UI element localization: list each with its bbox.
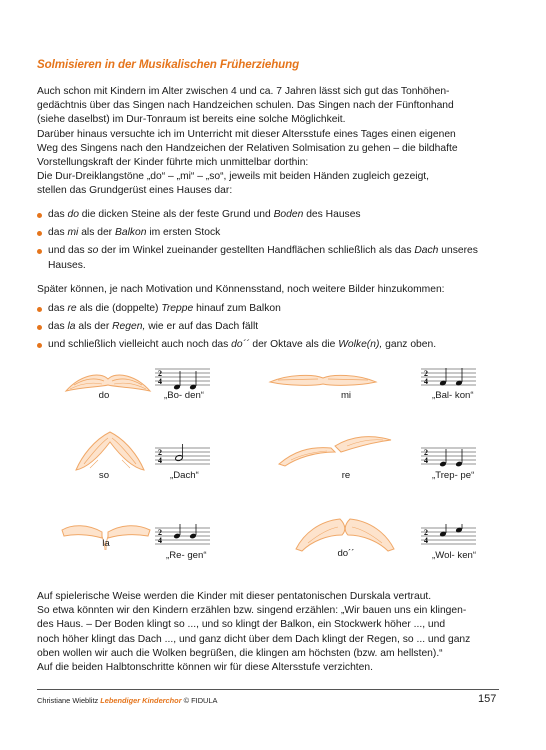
staff-do-octave bbox=[421, 524, 476, 552]
word-regen: „Re- gen“ bbox=[166, 550, 207, 561]
svg-text:4: 4 bbox=[424, 536, 428, 545]
footer-author: Christiane Wieblitz bbox=[37, 696, 99, 705]
staff-so bbox=[155, 444, 210, 472]
list-item: das mi als der Balkon im ersten Stock bbox=[37, 226, 509, 240]
footer-publisher: © FIDULA bbox=[183, 696, 218, 705]
intro-line: Weg des Singens nach den Handzeichen der Relativen Solmisation zu gehen – die bildhafte bbox=[37, 142, 458, 154]
intro-line: Die Dur-Dreiklangstöne „do“ – „mi“ – „so“, jeweils mit beiden Händen zugleich gezeigt, bbox=[37, 171, 430, 183]
svg-text:2: 2 bbox=[424, 448, 428, 457]
section-heading: Solmisieren in der Musikalischen Früherziehung bbox=[37, 58, 300, 71]
list-item: und das so der im Winkel zueinander gestellten Handflächen schließlich als das Dach unseres Hauses. bbox=[37, 244, 509, 272]
list-item: das la als der Regen, wie er auf das Dach fällt bbox=[37, 320, 509, 334]
footer-credits bbox=[37, 696, 217, 705]
outro-line: So etwa könnten wir den Kindern erzählen bzw. singend erzählen: „Wir bauen uns ein klingen- bbox=[37, 605, 467, 617]
staff-do bbox=[155, 365, 210, 393]
svg-text:4: 4 bbox=[158, 456, 162, 465]
outro-line: des Haus. – Der Boden klingt so ..., und so klingt der Balkon, ein Stockwerk höher ..., und bbox=[37, 619, 446, 631]
outro-paragraph bbox=[37, 590, 509, 675]
hand-sign-mi-illustration bbox=[268, 368, 378, 390]
hand-sign-so-illustration bbox=[70, 428, 150, 472]
syllable-re: re bbox=[341, 470, 351, 481]
bullet-dot bbox=[37, 213, 42, 218]
intro-paragraph bbox=[37, 85, 509, 199]
svg-text:4: 4 bbox=[424, 456, 428, 465]
word-dach: „Dach“ bbox=[170, 470, 199, 481]
bullet-dot bbox=[37, 343, 42, 348]
svg-text:4: 4 bbox=[158, 536, 162, 545]
syllable-la: la bbox=[102, 538, 110, 549]
intro-line: (siehe daselbst) im Dur-Tonraum ist bereits eine solche Möglichkeit. bbox=[37, 114, 346, 126]
hand-sign-re-illustration bbox=[275, 430, 395, 468]
staff-mi bbox=[421, 365, 476, 393]
outro-line: Auf die beiden Halbtonschritte können wir für diese Altersstufe verzichten. bbox=[37, 662, 373, 674]
staff-la bbox=[155, 524, 210, 552]
bullet-dot bbox=[37, 307, 42, 312]
svg-text:2: 2 bbox=[424, 369, 428, 378]
svg-text:4: 4 bbox=[424, 377, 428, 386]
word-boden: „Bo- den“ bbox=[164, 390, 204, 401]
intro-line: gedächtnis über das Singen nach Handzeichen schulen. Das Singen nach der Fünftonhand bbox=[37, 100, 454, 112]
list-item: und schließlich vielleicht auch noch das do´´ der Oktave als die Wolke(n), ganz oben. bbox=[37, 338, 509, 352]
syllable-do: do bbox=[98, 390, 110, 401]
syllable-so: so bbox=[98, 470, 110, 481]
bullet-dot bbox=[37, 325, 42, 330]
syllable-do-octave: do´´ bbox=[337, 548, 355, 559]
footer-book-title: Lebendiger Kinderchor bbox=[100, 696, 182, 705]
list-item: das do die dicken Steine als der feste Grund und Boden des Hauses bbox=[37, 208, 509, 222]
later-paragraph: Später können, je nach Motivation und Könnensstand, noch weitere Bilder hinzukommen: bbox=[37, 284, 445, 295]
house-basics-list bbox=[37, 208, 509, 277]
intro-line: Auch schon mit Kindern im Alter zwischen 4 und ca. 7 Jahren lässt sich gut das Tonhöhen- bbox=[37, 86, 450, 97]
list-item: das re als die (doppelte) Treppe hinauf zum Balkon bbox=[37, 302, 509, 316]
svg-text:2: 2 bbox=[158, 528, 162, 537]
svg-text:2: 2 bbox=[424, 528, 428, 537]
syllable-mi: mi bbox=[340, 390, 352, 401]
word-balkon: „Bal- kon“ bbox=[432, 390, 474, 401]
intro-line: Darüber hinaus versuchte ich im Unterricht mit dieser Altersstufe eines Tages einen eigenen bbox=[37, 128, 456, 140]
bullet-dot bbox=[37, 231, 42, 236]
staff-re bbox=[421, 444, 476, 472]
svg-text:2: 2 bbox=[158, 369, 162, 378]
outro-line: Auf spielerische Weise werden die Kinder mit dieser pentatonischen Durskala vertraut. bbox=[37, 591, 432, 602]
word-treppe: „Trep- pe“ bbox=[432, 470, 475, 481]
outro-line: oben wollen wir auch die Wolken begrüßen, die klingen am höchsten (bzw. am hellsten).“ bbox=[37, 647, 443, 659]
outro-line: noch höher klingt das Dach ..., und ganz dicht über dem Dach klingt der Regen, so ... und ganz bbox=[37, 633, 471, 645]
additional-images-list bbox=[37, 302, 509, 357]
word-wolken: „Wol- ken“ bbox=[432, 550, 477, 561]
page-number: 157 bbox=[478, 693, 497, 705]
svg-text:4: 4 bbox=[158, 377, 162, 386]
intro-line: Vorstellungskraft der Kinder führte mich unmittelbar dorthin: bbox=[37, 157, 309, 169]
bullet-dot bbox=[37, 249, 42, 254]
intro-line: stellen das Grundgerüst eines Hauses dar: bbox=[37, 185, 233, 197]
hand-sign-do-octave-illustration bbox=[290, 513, 400, 553]
footer-rule bbox=[37, 689, 499, 690]
svg-text:2: 2 bbox=[158, 448, 162, 457]
